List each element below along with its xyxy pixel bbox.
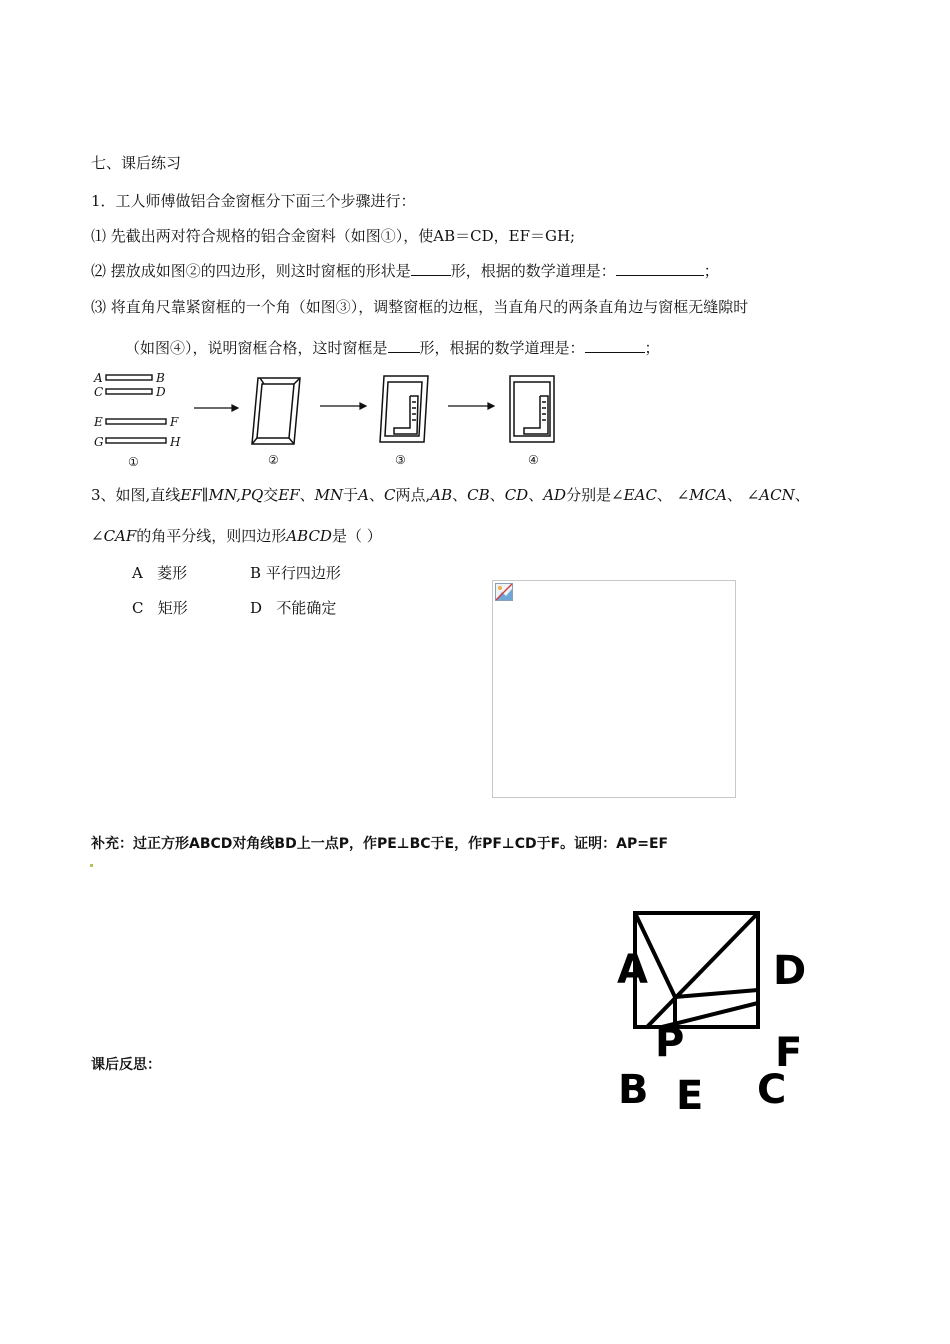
q3-text: 、 [528,486,544,504]
frame-parallelogram [252,378,300,444]
q3-text: 、 [369,486,385,504]
q3-text: 、 ∠ [656,486,690,504]
reflection-heading: 课后反思： [91,1057,161,1073]
label-b: B [618,1067,649,1113]
q3-text: 交 [263,486,279,504]
option-key: A [132,564,143,582]
frame-with-ruler-2 [510,376,554,442]
q3-text: 分别是∠ [566,486,624,504]
q3-line2 [91,525,382,546]
option-text: 平行四边形 [265,564,341,582]
q3-text: 、 [794,486,810,504]
option-key: C [132,599,144,617]
fig-label-a: A [94,371,103,385]
fig-label-e: E [94,415,103,429]
option-key: D [250,599,263,617]
q3-text: CAF [103,527,137,545]
option-text: 菱形 [157,564,188,582]
section-title: 七、课后练习 [91,154,182,172]
q1-step3-blank-shape[interactable] [388,338,420,353]
q1-step2-blank-shape[interactable] [411,261,451,276]
segment-pf [675,990,758,997]
q3-text: MN [314,486,344,504]
q1-step3-line2 [125,337,660,358]
q1-step2-text-a: ⑵ 摆放成如图②的四边形，则这时窗框的形状是 [91,262,411,280]
q3-text: 3、如图,直线 [91,486,181,504]
q3-text: ABCD [286,527,332,545]
q1-step2-end: ； [703,262,719,280]
q3-text: C [384,486,396,504]
frame-with-ruler-1 [380,376,428,442]
q3-text: EAC [623,486,657,504]
q1-step3-text-c: 形，根据的数学道理是： [419,339,585,357]
q3-text: ∠ [91,527,104,545]
broken-image-placeholder [492,580,736,798]
option-key: B [250,564,262,582]
option-text: 矩形 [157,599,188,617]
q3-text: CD [504,486,529,504]
q1-step3-blank-reason[interactable] [585,338,645,353]
q3-text: A [358,486,370,504]
q1-step3-text-b: （如图④），说明窗框合格，这时窗框是 [125,339,388,357]
fig-label-d: D [156,385,166,399]
label-p: P [655,1020,685,1066]
q3-text: MCA [689,486,727,504]
q3-text: 、 [452,486,468,504]
q3-option-d[interactable] [250,597,336,618]
fig-number-2: ② [268,453,279,467]
q3-text: 的角平分线，则四边形 [136,527,287,545]
q1-step1: ⑴ 先截出两对符合规格的铝合金窗料（如图①），使AB＝CD，EF＝GH; [91,227,576,245]
q3-line1 [91,484,810,505]
fig-number-3: ③ [395,453,406,467]
q3-text: 、 ∠ [726,486,760,504]
q3-option-b[interactable] [250,562,341,583]
fig-label-c: C [94,385,104,399]
q1-step3-end: ； [644,339,660,357]
label-d: D [773,948,807,994]
fig-label-b: B [156,371,165,385]
q1-step2 [91,260,719,281]
q3-text: ACN [759,486,795,504]
q1-step2-text-b: 形，根据的数学道理是： [450,262,616,280]
label-f: F [775,1030,803,1076]
q1-step2-blank-reason[interactable] [616,261,704,276]
q3-text: 、 [299,486,315,504]
window-frame-figure [88,366,568,470]
supplement-problem: 补充：过正方形ABCD对角线BD上一点P，作PE⊥BC于E，作PF⊥CD于F。证明：AP=EF [91,836,669,852]
q3-text: EF∥MN,PQ [180,486,264,504]
q3-text: AD [543,486,567,504]
arrows [194,403,494,411]
fig-number-4: ④ [528,453,539,467]
label-c: C [757,1067,787,1113]
broken-image-icon [495,583,513,601]
q3-text: CB [467,486,490,504]
q3-text: EF [278,486,300,504]
stray-mark [90,864,93,867]
q1-intro: 1．工人师傅做铝合金窗框分下面三个步骤进行： [91,192,416,210]
q3-text: 于 [343,486,359,504]
option-text: 不能确定 [276,599,337,617]
fig-label-f: F [170,415,179,429]
q3-option-c[interactable] [132,597,188,618]
q3-text: AB [430,486,453,504]
fig-label-h: H [170,435,181,449]
fig-label-g: G [94,435,104,449]
fig-number-1: ① [128,455,139,469]
label-e: E [676,1073,704,1119]
q1-step3-line1: ⑶ 将直角尺靠紧窗框的一个角（如图③），调整窗框的边框，当直角尺的两条直角边与窗框无缝隙时 [91,298,749,316]
label-a: A [617,947,648,993]
q3-text: 是（ ） [331,527,382,545]
q3-text: 、 [489,486,505,504]
q3-text: 两点, [395,486,431,504]
q3-option-a[interactable] [132,562,187,583]
